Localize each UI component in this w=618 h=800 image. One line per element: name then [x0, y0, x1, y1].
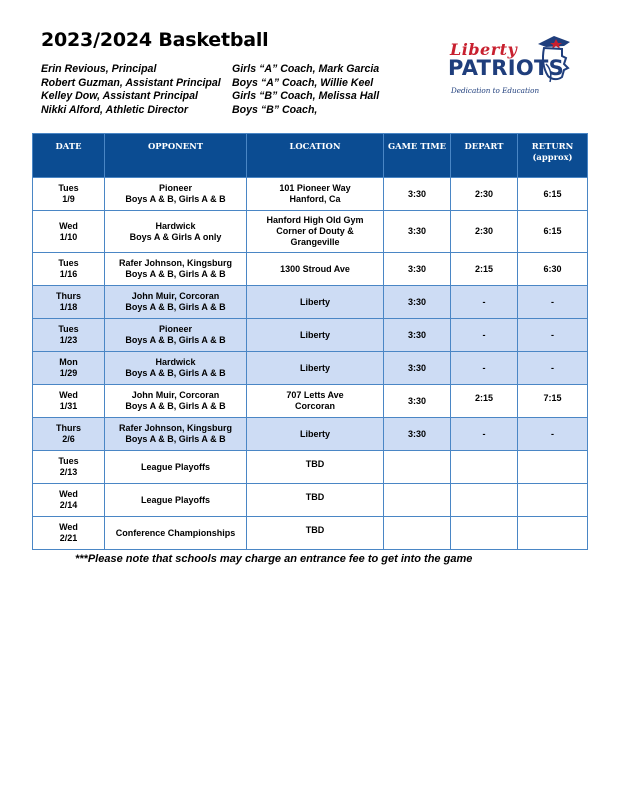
- opponent-name: Rafer Johnson, Kingsburg: [118, 423, 232, 433]
- table-row: [33, 253, 588, 286]
- date-cell: [33, 418, 105, 451]
- opponent-name: League Playoffs: [140, 461, 211, 472]
- location-cell: [247, 484, 384, 517]
- staff-line: Kelley Dow, Assistant Principal: [41, 90, 198, 102]
- table-header-row: [33, 134, 588, 178]
- opponent-name: Pioneer: [158, 183, 192, 193]
- opponent-cell: [105, 211, 247, 253]
- table-row: [33, 352, 588, 385]
- table-row: [33, 211, 588, 253]
- day-text: Wed: [59, 489, 78, 499]
- location-line: 1300 Stroud Ave: [280, 263, 350, 274]
- location-cell: [247, 319, 384, 352]
- location-line: 101 Pioneer Way: [279, 183, 351, 193]
- return-cell: 6:15: [518, 211, 588, 253]
- date-cell: [33, 517, 105, 550]
- staff-line: Robert Guzman, Assistant Principal: [41, 76, 221, 89]
- opponent-name: League Playoffs: [140, 494, 211, 505]
- game-time-cell: 3:30: [384, 319, 451, 352]
- depart-cell: -: [451, 286, 518, 319]
- return-cell: -: [518, 286, 588, 319]
- entrance-fee-note: ***Please note that schools may charge an entrance fee to get into the game: [75, 553, 473, 565]
- depart-cell: 2:15: [451, 253, 518, 286]
- depart-cell: 2:30: [451, 211, 518, 253]
- date-cell: [33, 484, 105, 517]
- opponent-name: Rafer Johnson, Kingsburg: [118, 258, 232, 268]
- opponent-teams: Boys A & B, Girls A & B: [125, 194, 226, 204]
- game-time-cell: 3:30: [384, 211, 451, 253]
- return-cell: -: [518, 352, 588, 385]
- opponent-teams: Boys A & B, Girls A & B: [125, 335, 226, 345]
- date-text: 1/9: [62, 194, 75, 204]
- game-time-cell: [384, 484, 451, 517]
- return-cell: -: [518, 418, 588, 451]
- header-return-sub: (approx): [532, 152, 573, 162]
- logo-main-text: PATRIOTS: [448, 56, 565, 80]
- opponent-cell: [105, 253, 247, 286]
- date-cell: [33, 211, 105, 253]
- table-row: [33, 319, 588, 352]
- coach-line: Boys “A” Coach, Willie Keel: [232, 76, 374, 89]
- date-cell: [33, 451, 105, 484]
- date-cell: [33, 253, 105, 286]
- day-text: Tues: [58, 324, 79, 334]
- depart-cell: -: [451, 319, 518, 352]
- date-text: 2/21: [59, 533, 78, 543]
- opponent-cell: [105, 484, 247, 517]
- date-text: 1/29: [59, 368, 78, 378]
- day-text: Thurs: [55, 291, 81, 301]
- header-return: [518, 134, 588, 178]
- opponent-cell: [105, 418, 247, 451]
- day-text: Tues: [58, 258, 79, 268]
- location-cell: [247, 517, 384, 550]
- depart-cell: -: [451, 352, 518, 385]
- date-text: 1/23: [59, 335, 78, 345]
- return-cell: 7:15: [518, 385, 588, 418]
- header-location: LOCATION: [247, 134, 384, 178]
- header-opponent: OPPONENT: [105, 134, 247, 178]
- coach-line: Boys “B” Coach,: [232, 103, 318, 116]
- table-row: [33, 484, 588, 517]
- game-time-cell: 3:30: [384, 352, 451, 385]
- staff-line: Nikki Alford, Athletic Director: [41, 103, 188, 116]
- page-title: 2023/2024 Basketball: [41, 29, 269, 51]
- return-cell: [518, 451, 588, 484]
- date-text: 1/18: [59, 302, 78, 312]
- date-cell: [33, 385, 105, 418]
- location-cell: [247, 418, 384, 451]
- liberty-patriots-logo: [444, 34, 574, 100]
- opponent-cell: [105, 286, 247, 319]
- location-line: Liberty: [299, 428, 330, 439]
- date-text: 1/31: [59, 401, 78, 411]
- location-line: Liberty: [299, 362, 330, 373]
- header-game-time: GAME TIME: [384, 134, 451, 178]
- table-row: [33, 286, 588, 319]
- logo-script-text: Liberty: [450, 40, 518, 59]
- date-cell: [33, 352, 105, 385]
- day-text: Tues: [58, 183, 79, 193]
- opponent-name: John Muir, Corcoran: [131, 390, 220, 400]
- staff-line: Erin Revious, Principal: [41, 63, 157, 75]
- date-text: 2/13: [59, 467, 78, 477]
- location-line: TBD: [305, 525, 325, 535]
- table-row: [33, 451, 588, 484]
- schedule-table: [32, 133, 588, 550]
- return-cell: 6:15: [518, 178, 588, 211]
- opponent-cell: [105, 178, 247, 211]
- opponent-teams: Boys A & Girls A only: [129, 231, 222, 242]
- table-row: [33, 517, 588, 550]
- header-depart: DEPART: [451, 134, 518, 178]
- opponent-cell: [105, 517, 247, 550]
- return-cell: 6:30: [518, 253, 588, 286]
- coaches-list: [232, 63, 379, 117]
- day-text: Wed: [59, 220, 78, 231]
- location-line: Grangeville: [290, 237, 340, 247]
- depart-cell: 2:15: [451, 385, 518, 418]
- location-line: TBD: [305, 459, 325, 469]
- day-text: Mon: [59, 357, 78, 367]
- depart-cell: [451, 484, 518, 517]
- return-cell: [518, 517, 588, 550]
- location-cell: [247, 253, 384, 286]
- game-time-cell: 3:30: [384, 385, 451, 418]
- opponent-name: Hardwick: [155, 357, 196, 367]
- table-row: [33, 385, 588, 418]
- location-cell: [247, 286, 384, 319]
- date-text: 1/10: [59, 231, 78, 242]
- header-return-label: RETURN: [531, 141, 574, 151]
- return-cell: -: [518, 319, 588, 352]
- date-cell: [33, 319, 105, 352]
- opponent-name: John Muir, Corcoran: [131, 291, 220, 301]
- location-cell: [247, 211, 384, 253]
- date-text: 2/14: [59, 500, 78, 510]
- return-cell: [518, 484, 588, 517]
- opponent-name: Pioneer: [158, 324, 192, 334]
- opponent-teams: Boys A & B, Girls A & B: [125, 434, 226, 444]
- depart-cell: 2:30: [451, 178, 518, 211]
- table-row: [33, 178, 588, 211]
- location-cell: [247, 451, 384, 484]
- table-row: [33, 418, 588, 451]
- date-text: 2/6: [62, 434, 75, 444]
- logo-tagline: Dedication to Education: [451, 86, 540, 95]
- location-line: Liberty: [299, 296, 330, 307]
- depart-cell: [451, 451, 518, 484]
- day-text: Wed: [59, 522, 78, 532]
- coach-line: Girls “A” Coach, Mark Garcia: [232, 63, 380, 75]
- opponent-teams: Boys A & B, Girls A & B: [125, 401, 226, 411]
- opponent-teams: Boys A & B, Girls A & B: [125, 368, 226, 378]
- depart-cell: -: [451, 418, 518, 451]
- location-line: Corcoran: [294, 401, 335, 411]
- day-text: Thurs: [55, 423, 81, 433]
- game-time-cell: 3:30: [384, 253, 451, 286]
- depart-cell: [451, 517, 518, 550]
- game-time-cell: [384, 517, 451, 550]
- game-time-cell: 3:30: [384, 286, 451, 319]
- date-cell: [33, 286, 105, 319]
- location-cell: [247, 352, 384, 385]
- opponent-name: Conference Championships: [115, 527, 236, 538]
- game-time-cell: [384, 451, 451, 484]
- opponent-cell: [105, 319, 247, 352]
- opponent-name: Hardwick: [155, 220, 196, 231]
- administration-list: [41, 63, 221, 117]
- location-line: Liberty: [299, 329, 330, 340]
- opponent-teams: Boys A & B, Girls A & B: [125, 302, 226, 312]
- date-cell: [33, 178, 105, 211]
- day-text: Wed: [59, 390, 78, 400]
- opponent-cell: [105, 451, 247, 484]
- location-line: Hanford High Old Gym: [266, 215, 364, 225]
- coach-line: Girls “B” Coach, Melissa Hall: [232, 90, 380, 102]
- opponent-cell: [105, 352, 247, 385]
- game-time-cell: 3:30: [384, 178, 451, 211]
- location-line: 707 Letts Ave: [286, 390, 344, 400]
- location-line: Hanford, Ca: [289, 194, 341, 204]
- header-date: DATE: [33, 134, 105, 178]
- game-time-cell: 3:30: [384, 418, 451, 451]
- day-text: Tues: [58, 456, 79, 466]
- date-text: 1/16: [59, 269, 78, 279]
- opponent-teams: Boys A & B, Girls A & B: [125, 269, 226, 279]
- location-cell: [247, 385, 384, 418]
- location-line: TBD: [305, 492, 325, 502]
- location-line: Corner of Douty &: [276, 226, 354, 236]
- opponent-cell: [105, 385, 247, 418]
- location-cell: [247, 178, 384, 211]
